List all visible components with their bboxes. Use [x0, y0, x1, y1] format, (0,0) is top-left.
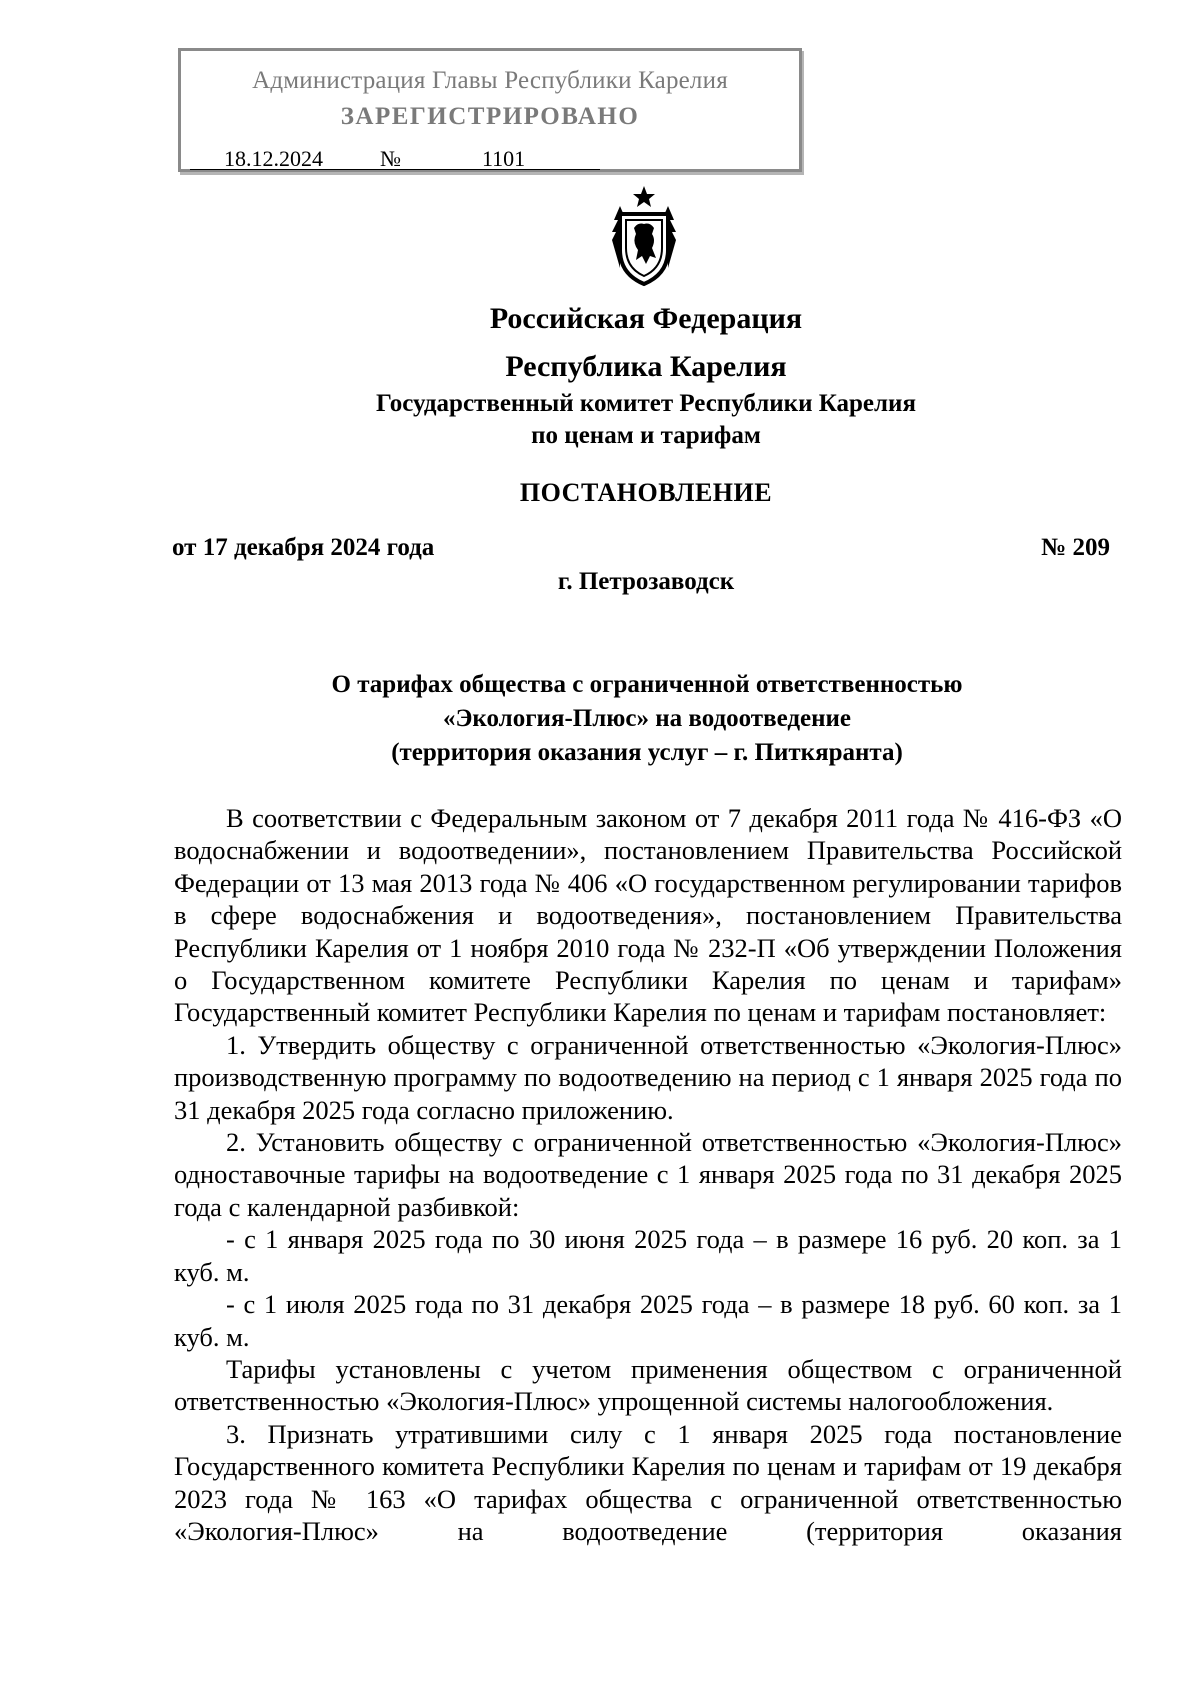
document-city: г. Петрозаводск: [557, 568, 735, 595]
tariff-1-paragraph: - с 1 января 2025 года по 30 июня 2025 года – в размере 16 руб. 20 коп. за 1 куб. м.: [174, 1224, 1122, 1287]
date-number-line: [172, 534, 1110, 566]
document-title: [172, 668, 1122, 770]
stamp-number: 1101: [482, 146, 526, 171]
title-line1: О тарифах общества с ограниченной ответственностью: [331, 671, 963, 698]
header-committee-line1: Государственный комитет Республики Карелия: [376, 390, 916, 417]
item-1-paragraph: 1. Утвердить обществу с ограниченной ответственностью «Экология-Плюс» производственную программу по водоотведению на период с 1 января 2025 года по 31 декабря 2025 года согласно приложению.: [174, 1029, 1122, 1125]
item-2-paragraph: 2. Установить обществу с ограниченной ответственностью «Экология-Плюс» одноставочные тарифы на водоотведение с 1 января 2025 года по 31 декабря 2025 года с календарной разбивкой:: [174, 1127, 1122, 1222]
tariff-2-paragraph: - с 1 июля 2025 года по 31 декабря 2025 года – в размере 18 руб. 60 коп. за 1 куб. м.: [174, 1289, 1122, 1352]
preamble-paragraph: В соответствии с Федеральным законом от 7 декабря 2011 года № 416-ФЗ «О водоснабжении и водоотведении», постановлением Правительства Российской Федерации от 13 мая 2013 года № 406 «О государственном регулировании тарифов в сфере водоснабжения и водоотведения», постановлением Правительства Республики Карелия от 1 ноября 2010 года № 232-П «Об утверждении Положения о Государственном комитете Республики Карелия по ценам и тарифам» Государственный комитет Республики Карелия по ценам и тарифам постановляет:: [174, 803, 1122, 1028]
stamp-date: 18.12.2024: [224, 146, 323, 171]
header-republic: Республика Карелия: [505, 350, 787, 383]
document-body: [174, 802, 1122, 1547]
item-3-paragraph: 3. Признать утратившими силу с 1 января 2025 года постановление Государственного комитета Республики Карелия по ценам и тарифам от 19 декабря 2023 года № 163 «О тарифах общества с ограниченной ответственностью «Экология-Плюс» на водоотведение (территория оказания: [174, 1418, 1122, 1546]
stamp-underline: [190, 169, 600, 170]
document-type: ПОСТАНОВЛЕНИЕ: [519, 478, 773, 507]
stamp-number-sign: №: [380, 146, 401, 171]
header-country: Российская Федерация: [489, 302, 803, 335]
karelia-coat-of-arms-icon: [604, 184, 684, 288]
tax-note-paragraph: Тарифы установлены с учетом применения обществом с ограниченной ответственностью «Экология-Плюс» упрощенной системы налогообложения.: [174, 1353, 1122, 1417]
stamp-status: ЗАРЕГИСТРИРОВАНО: [340, 103, 640, 130]
document-date: от 17 декабря 2024 года: [172, 534, 435, 561]
header-committee-line2: по ценам и тарифам: [531, 422, 761, 449]
stamp-registration-line: [190, 146, 600, 170]
title-line2: «Экология-Плюс» на водоотведение: [442, 705, 852, 732]
title-line3: (территория оказания услуг – г. Питкяранта): [391, 739, 903, 766]
stamp-organization: Администрация Главы Республики Карелия: [252, 67, 728, 94]
document-number: № 209: [1041, 534, 1110, 561]
